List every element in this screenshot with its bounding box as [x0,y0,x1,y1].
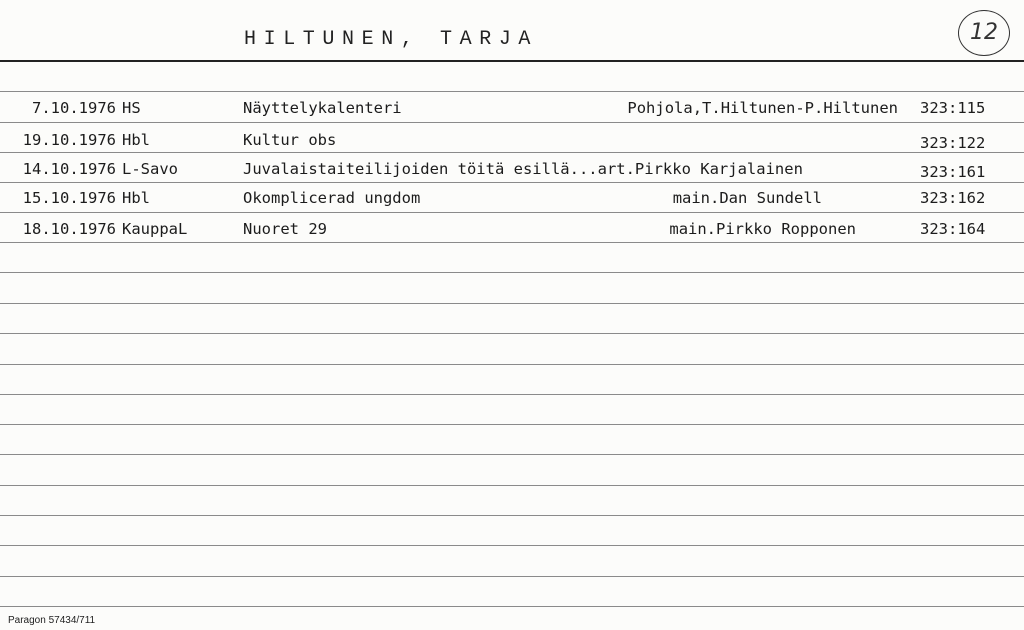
entry-date: 19.10.1976 [22,131,116,149]
ruled-line [0,515,1024,516]
ruled-line [0,576,1024,577]
ruled-line [0,182,1024,183]
ruled-line [0,212,1024,213]
ruled-line [0,272,1024,273]
entry-source: KauppaL [122,220,188,238]
entry-author: main.Dan Sundell [672,189,822,207]
entry-date: 18.10.1976 [22,220,116,238]
ruled-line [0,545,1024,546]
header-rule [0,60,1024,62]
ruled-line [0,485,1024,486]
entry-date: 14.10.1976 [22,160,116,178]
entry-row [0,160,1024,182]
entry-row [0,189,1024,211]
ruled-line [0,394,1024,395]
entry-row [0,220,1024,242]
entry-title: Okomplicerad ungdom [243,189,421,207]
ruled-line [0,333,1024,334]
ruled-line [0,91,1024,92]
entry-source: HS [122,99,141,117]
entry-date: 15.10.1976 [22,189,116,207]
ruled-line [0,454,1024,455]
ruled-line [0,242,1024,243]
entry-reference: 323:115 [920,99,986,117]
entry-row [0,131,1024,153]
entry-author: main.Pirkko Ropponen [669,220,856,238]
entry-reference: 323:161 [920,163,986,181]
entry-reference: 323:162 [920,189,986,207]
ruled-line [0,424,1024,425]
entry-title: Näyttelykalenteri [243,99,402,117]
card-number-handwritten: 12 [958,10,1010,56]
entry-title: Nuoret 29 [243,220,327,238]
entry-author: Pohjola,T.Hiltunen-P.Hiltunen [627,99,898,117]
entry-source: Hbl [122,131,150,149]
printer-imprint: Paragon 57434/711 [8,615,96,626]
entry-reference: 323:122 [920,134,986,152]
entry-title: Kultur obs [243,131,337,149]
ruled-line [0,303,1024,304]
entry-source: L-Savo [122,160,178,178]
ruled-line [0,364,1024,365]
entry-reference: 323:164 [920,220,986,238]
entry-date: 7.10.1976 [32,99,116,117]
ruled-line [0,606,1024,607]
entry-title: Juvalaistaiteilijoiden töitä esillä...art.Pirkko Karjalainen [243,160,803,178]
ruled-line [0,152,1024,153]
entry-row [0,99,1024,121]
ruled-line [0,122,1024,123]
card-heading-name: HILTUNEN, TARJA [244,28,539,51]
entry-source: Hbl [122,189,150,207]
